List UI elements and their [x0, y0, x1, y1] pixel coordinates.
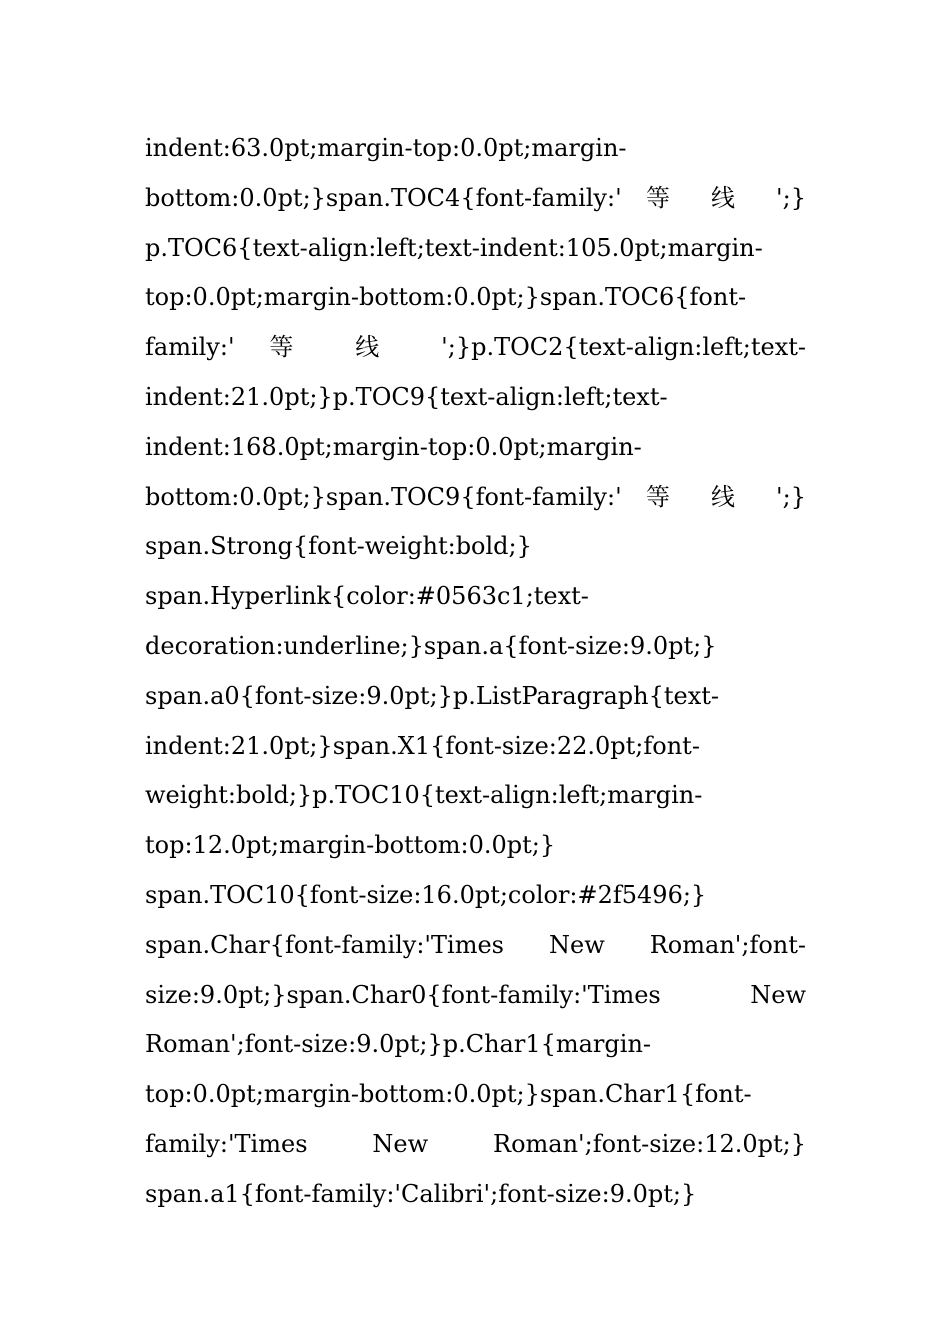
text-line-18: size:9.0pt;}span.Char0{font-family:'Times New — [145, 980, 806, 1009]
text-line-20: top:0.0pt;margin-bottom:0.0pt;}span.Char1{font- — [145, 1080, 752, 1109]
text-line-5: family:' 等 线 ';}p.TOC2{text-align:left;text- — [145, 333, 806, 362]
text-line-3: p.TOC6{text-align:left;text-indent:105.0pt;margin- — [145, 233, 763, 262]
text-line-13: indent:21.0pt;}span.X1{font-size:22.0pt;font- — [145, 731, 700, 760]
text-line-12: span.a0{font-size:9.0pt;}p.ListParagraph{text- — [145, 681, 720, 710]
text-line-19: Roman';font-size:9.0pt;}p.Char1{margin- — [145, 1030, 652, 1059]
text-line-16: span.TOC10{font-size:16.0pt;color:#2f5496;} — [145, 880, 707, 909]
text-line-22: span.a1{font-family:'Calibri';font-size:9.0pt;} — [145, 1179, 697, 1208]
text-line-8: bottom:0.0pt;}span.TOC9{font-family:' 等 线 ';} — [145, 482, 806, 511]
text-line-15: top:12.0pt;margin-bottom:0.0pt;} — [145, 831, 556, 860]
document-body — [145, 124, 806, 1220]
text-line-2: bottom:0.0pt;}span.TOC4{font-family:' 等 线 ';} — [145, 183, 806, 212]
text-line-6: indent:21.0pt;}p.TOC9{text-align:left;text- — [145, 382, 668, 411]
text-line-7: indent:168.0pt;margin-top:0.0pt;margin- — [145, 432, 642, 461]
text-line-4: top:0.0pt;margin-bottom:0.0pt;}span.TOC6{font- — [145, 283, 747, 312]
text-line-1: indent:63.0pt;margin-top:0.0pt;margin- — [145, 134, 627, 162]
text-line-21: family:'Times New Roman';font-size:12.0pt;} — [145, 1129, 806, 1158]
text-line-17: span.Char{font-family:'Times New Roman';font- — [145, 930, 806, 959]
text-line-14: weight:bold;}p.TOC10{text-align:left;margin- — [145, 781, 703, 810]
text-line-9: span.Strong{font-weight:bold;} — [145, 532, 532, 561]
text-line-10: span.Hyperlink{color:#0563c1;text- — [145, 582, 589, 611]
text-line-11: decoration:underline;}span.a{font-size:9.0pt;} — [145, 631, 717, 660]
